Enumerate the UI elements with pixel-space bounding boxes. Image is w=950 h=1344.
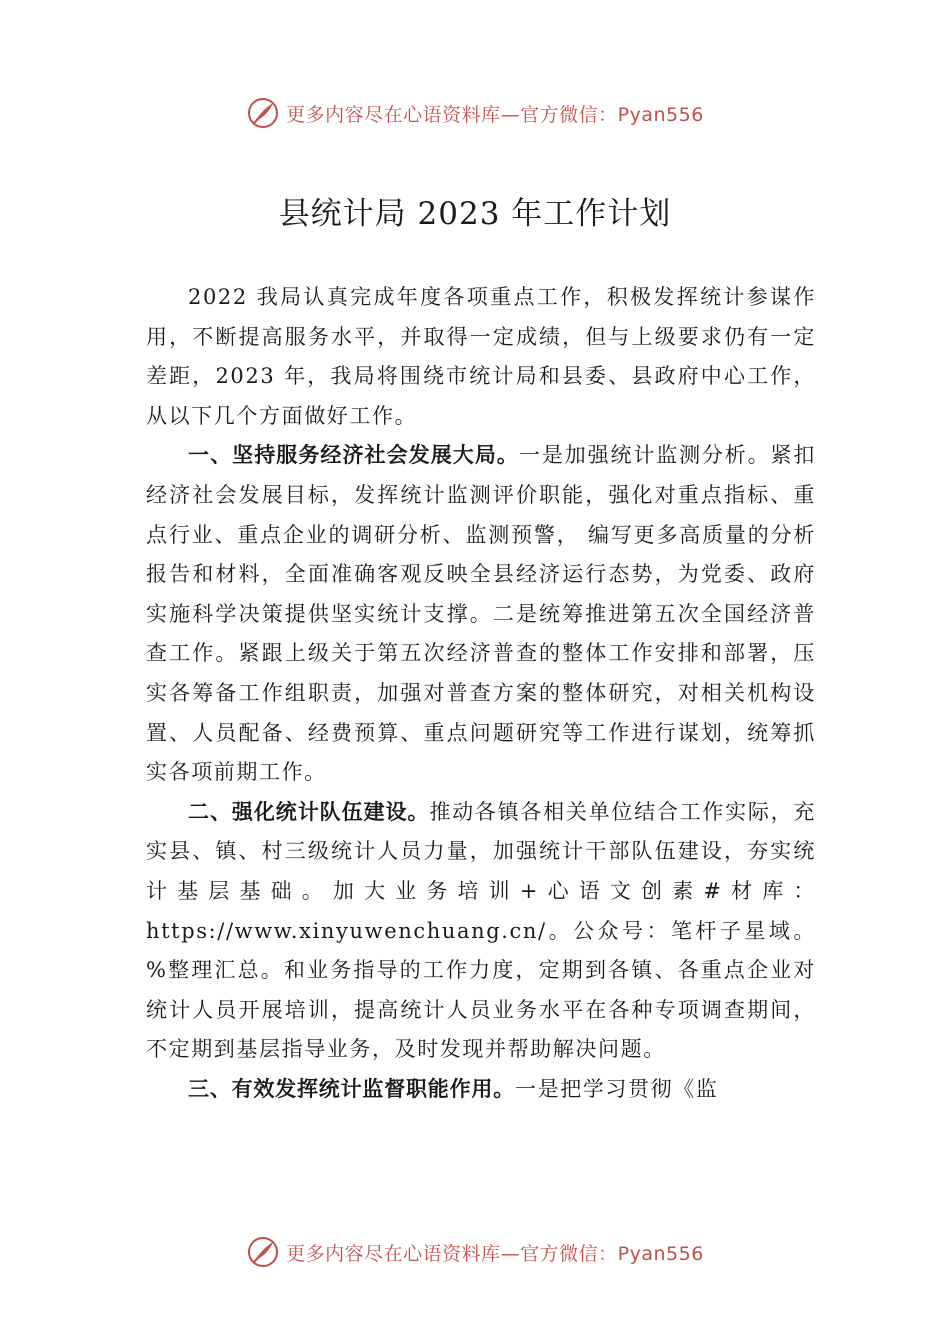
section-heading: 三、有效发挥统计监督职能作用。 bbox=[188, 1076, 515, 1101]
section-two-paragraph bbox=[146, 793, 816, 1070]
intro-paragraph bbox=[146, 278, 816, 436]
header-watermark-banner bbox=[0, 93, 950, 133]
section-heading: 一、坚持服务经济社会发展大局。 bbox=[188, 443, 519, 468]
footer-watermark-text: 更多内容尽在心语资料库—官方微信：Pyan556 bbox=[286, 1242, 704, 1265]
section-three-paragraph bbox=[146, 1070, 816, 1110]
paragraph-text: 一是加强统计监测分析。紧扣经济社会发展目标，发挥统计监测评价职能，强化对重点指标、重点行业、重点企业的调研分析、监测预警， 编写更多高质量的分析报告和材料，全面准确客观反映全县经济运行态势，为党委、政府实施科学决策提供坚实统计支撑。二是统筹推进第五次全国经济普查工作。紧跟上级关于第五次经济普查的整体工作安排和部署，压实各筹备工作组职责，加强对普查方案的整体研究，对相关机构设置、人员配备、经费预算、重点问题研究等工作进行谋划，统筹抓实各项前期工作。 bbox=[146, 443, 816, 785]
paragraph-text: 推动各镇各相关单位结合工作实际，充实县、镇、村三级统计人员力量，加强统计干部队伍建设，夯实统计基层基础。加大业务培训+心语文创素#材库：https://www.xinyuwenchuang.cn/。公众号：笔杆子星域。%整理汇总。和业务指导的工作力度，定期到各镇、各重点企业对统计人员开展培训，提高统计人员业务水平在各种专项调查期间，不定期到基层指导业务，及时发现并帮助解决问题。 bbox=[146, 799, 816, 1062]
quill-pen-logo-icon bbox=[246, 1235, 280, 1269]
document-body bbox=[146, 278, 816, 1190]
paragraph-text: 一是把学习贯彻《监 bbox=[515, 1076, 719, 1101]
footer-watermark-banner bbox=[0, 1232, 950, 1272]
document-title: 县统计局 2023 年工作计划 bbox=[278, 196, 672, 232]
section-heading: 二、强化统计队伍建设。 bbox=[188, 799, 430, 824]
header-watermark-text: 更多内容尽在心语资料库—官方微信：Pyan556 bbox=[286, 103, 704, 126]
paragraph-text: 2022 我局认真完成年度各项重点工作，积极发挥统计参谋作用，不断提高服务水平，并取得一定成绩，但与上级要求仍有一定差距，2023 年，我局将围绕市统计局和县委、县政府中心工作，从以下几个方面做好工作。 bbox=[146, 285, 816, 428]
section-one-paragraph bbox=[146, 436, 816, 792]
quill-pen-logo-icon bbox=[246, 96, 280, 130]
